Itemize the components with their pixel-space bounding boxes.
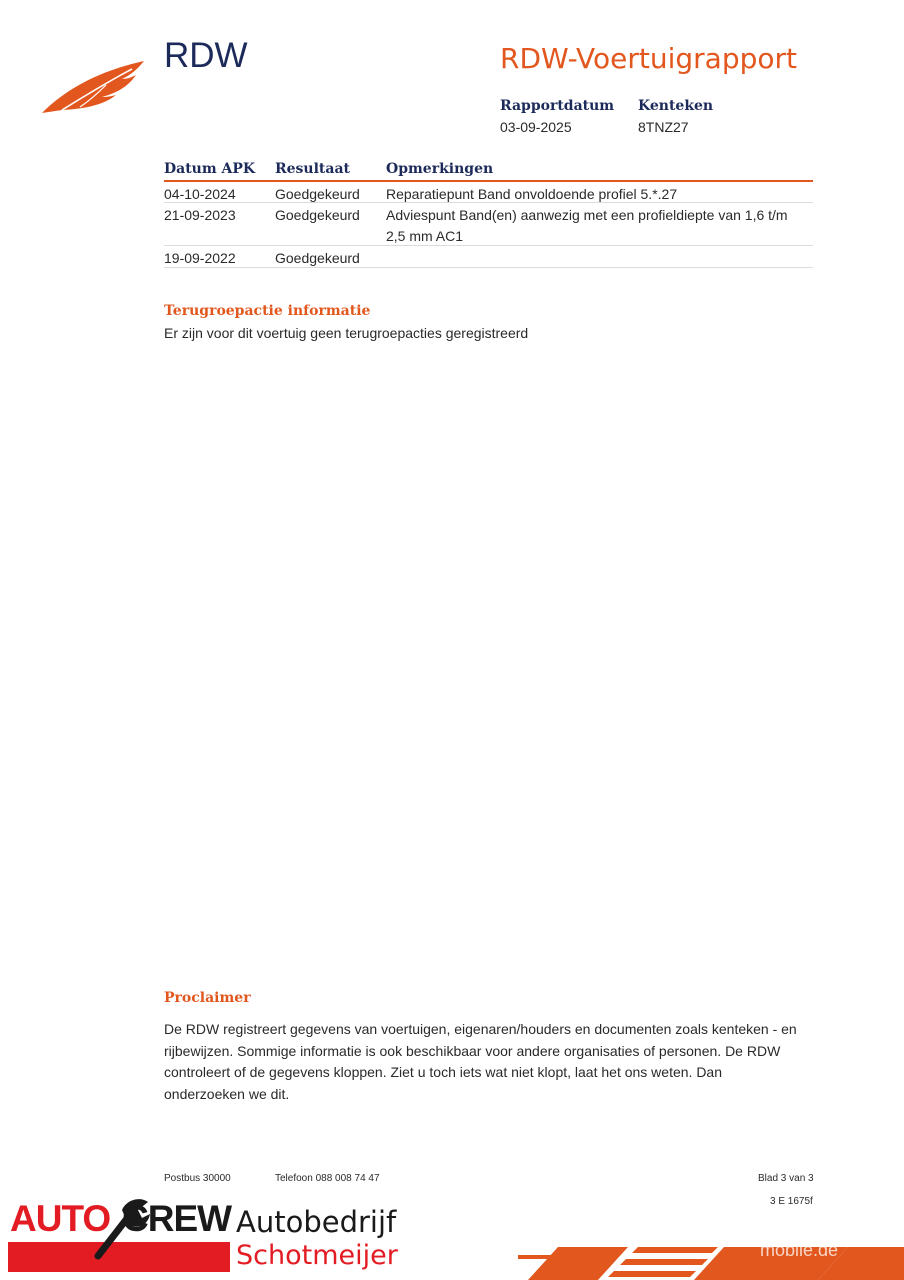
table-row [164, 203, 813, 246]
report-date-value: 03-09-2025 [500, 119, 572, 135]
rdw-feather-logo [40, 55, 150, 115]
column-header-datum-apk: Datum APK [164, 161, 256, 177]
footer-postbus: Postbus 30000 [164, 1173, 231, 1184]
license-plate-value: 8TNZ27 [638, 119, 689, 135]
table-row [164, 182, 813, 203]
apk-result: Goedgekeurd [275, 186, 360, 202]
apk-date: 04-10-2024 [164, 186, 236, 202]
table-row [164, 246, 813, 268]
footer-page-number: Blad 3 van 3 [758, 1173, 814, 1184]
mobile-de-watermark: mobile.de [760, 1240, 839, 1260]
report-title: RDW-Voertuigrapport [500, 42, 797, 75]
apk-result: Goedgekeurd [275, 207, 360, 223]
report-date-label: Rapportdatum [500, 98, 615, 114]
apk-table-header [164, 160, 813, 182]
autocrew-logo-crew: CREW [122, 1198, 232, 1239]
rdw-wordmark: RDW [164, 36, 248, 75]
apk-date: 21-09-2023 [164, 207, 236, 223]
apk-table [164, 160, 813, 268]
apk-date: 19-09-2022 [164, 250, 236, 266]
recall-section-title: Terugroepactie informatie [164, 303, 371, 319]
proclaimer-title: Proclaimer [164, 990, 251, 1006]
apk-result: Goedgekeurd [275, 250, 360, 266]
column-header-opmerkingen: Opmerkingen [386, 161, 494, 177]
dealer-name-line-2: Schotmeijer [236, 1240, 398, 1271]
proclaimer-text: De RDW registreert gegevens van voertuigen, eigenaren/houders en documenten zoals kenteken - en rijbewijzen. Sommige informatie is ook beschikbaar voor andere organisaties of personen. De RDW controleert of de gegevens kloppen. Ziet u toch iets wat niet klopt, laat het ons weten. Dan onderzoeken we dit. [164, 1021, 797, 1102]
autocrew-logo-auto: AUTO [10, 1198, 111, 1239]
license-plate-label: Kenteken [638, 98, 714, 114]
footer-telefoon: Telefoon 088 008 74 47 [275, 1173, 380, 1184]
dealer-stripes-graphic [518, 1243, 904, 1280]
recall-section-text: Er zijn voor dit voertuig geen terugroepacties geregistreerd [164, 325, 529, 341]
dealer-name-line-1: Autobedrijf [236, 1205, 397, 1239]
apk-remark: Reparatiepunt Band onvoldoende profiel 5.*.27 [386, 186, 678, 202]
column-header-resultaat: Resultaat [275, 161, 350, 177]
apk-remark: Adviespunt Band(en) aanwezig met een profieldiepte van 1,6 t/m 2,5 mm AC1 [386, 207, 788, 244]
footer-document-code: 3 E 1675f [770, 1196, 813, 1207]
